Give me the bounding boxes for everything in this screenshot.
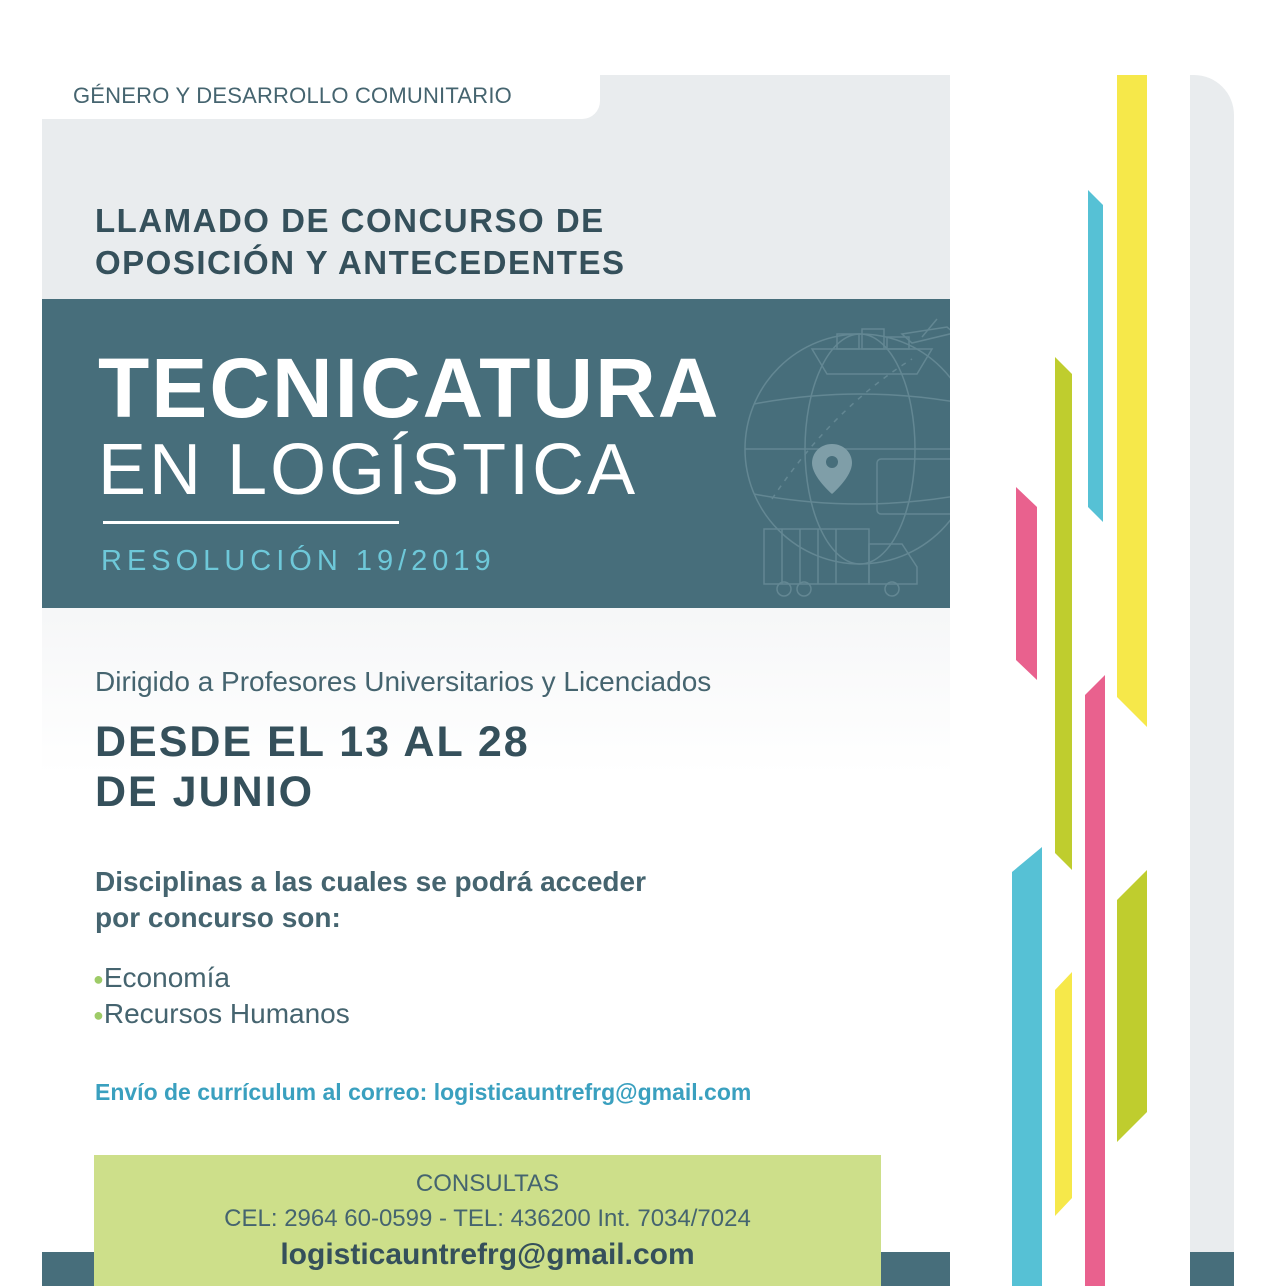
- department-label: GÉNERO Y DESARROLLO COMUNITARIO: [73, 83, 512, 108]
- stripe-pink-left: [1016, 487, 1037, 680]
- program-title: TECNICATURA: [98, 341, 721, 435]
- banner-divider: [103, 521, 399, 524]
- contact-phone: CEL: 2964 60-0599 - TEL: 436200 Int. 7034/7024: [224, 1205, 751, 1232]
- call-title: [95, 200, 625, 284]
- decorative-stripes: [960, 0, 1200, 1286]
- stripe-pink-long: [1085, 675, 1105, 1286]
- stripe-cyan-bottom: [1012, 847, 1042, 1286]
- bottom-strip-right: [881, 1252, 950, 1286]
- disciplines-intro: [95, 864, 646, 936]
- stripe-yellow-top: [1117, 75, 1147, 727]
- stripe-cyan-top: [1088, 190, 1103, 522]
- bottom-strip-left: [42, 1252, 94, 1286]
- disciplines-intro-line-2: por concurso son:: [95, 902, 341, 933]
- call-title-line-2: OPOSICIÓN Y ANTECEDENTES: [95, 244, 626, 281]
- disciplines-intro-line-1: Disciplinas a las cuales se podrá acceder: [95, 866, 646, 897]
- stripe-lime-upper: [1055, 357, 1072, 870]
- call-title-line-1: LLAMADO DE CONCURSO DE: [95, 202, 605, 239]
- list-item: [93, 962, 230, 994]
- dates-line-1: DESDE EL 13 AL 28: [95, 718, 530, 766]
- stripe-lime-lower: [1117, 870, 1147, 1142]
- list-item: [93, 998, 350, 1030]
- bullet-icon: ●: [93, 969, 104, 990]
- dates-heading: [95, 717, 530, 817]
- resolution-number: RESOLUCIÓN 19/2019: [101, 545, 496, 577]
- audience-text: Dirigido a Profesores Universitarios y Licenciados: [95, 666, 712, 697]
- contact-email: logisticauntrefrg@gmail.com: [280, 1238, 695, 1271]
- program-subtitle: EN LOGÍSTICA: [98, 430, 639, 510]
- discipline-label: Recursos Humanos: [103, 998, 350, 1029]
- dates-line-2: DE JUNIO: [95, 768, 315, 816]
- cv-email-text: Envío de currículum al correo: logisticauntrefrg@gmail.com: [95, 1079, 752, 1105]
- discipline-label: Economía: [103, 962, 230, 993]
- location-pin-icon: [812, 444, 852, 494]
- contact-title: CONSULTAS: [415, 1170, 560, 1197]
- stripe-yellow-bottom: [1055, 972, 1072, 1216]
- bullet-icon: ●: [93, 1005, 104, 1026]
